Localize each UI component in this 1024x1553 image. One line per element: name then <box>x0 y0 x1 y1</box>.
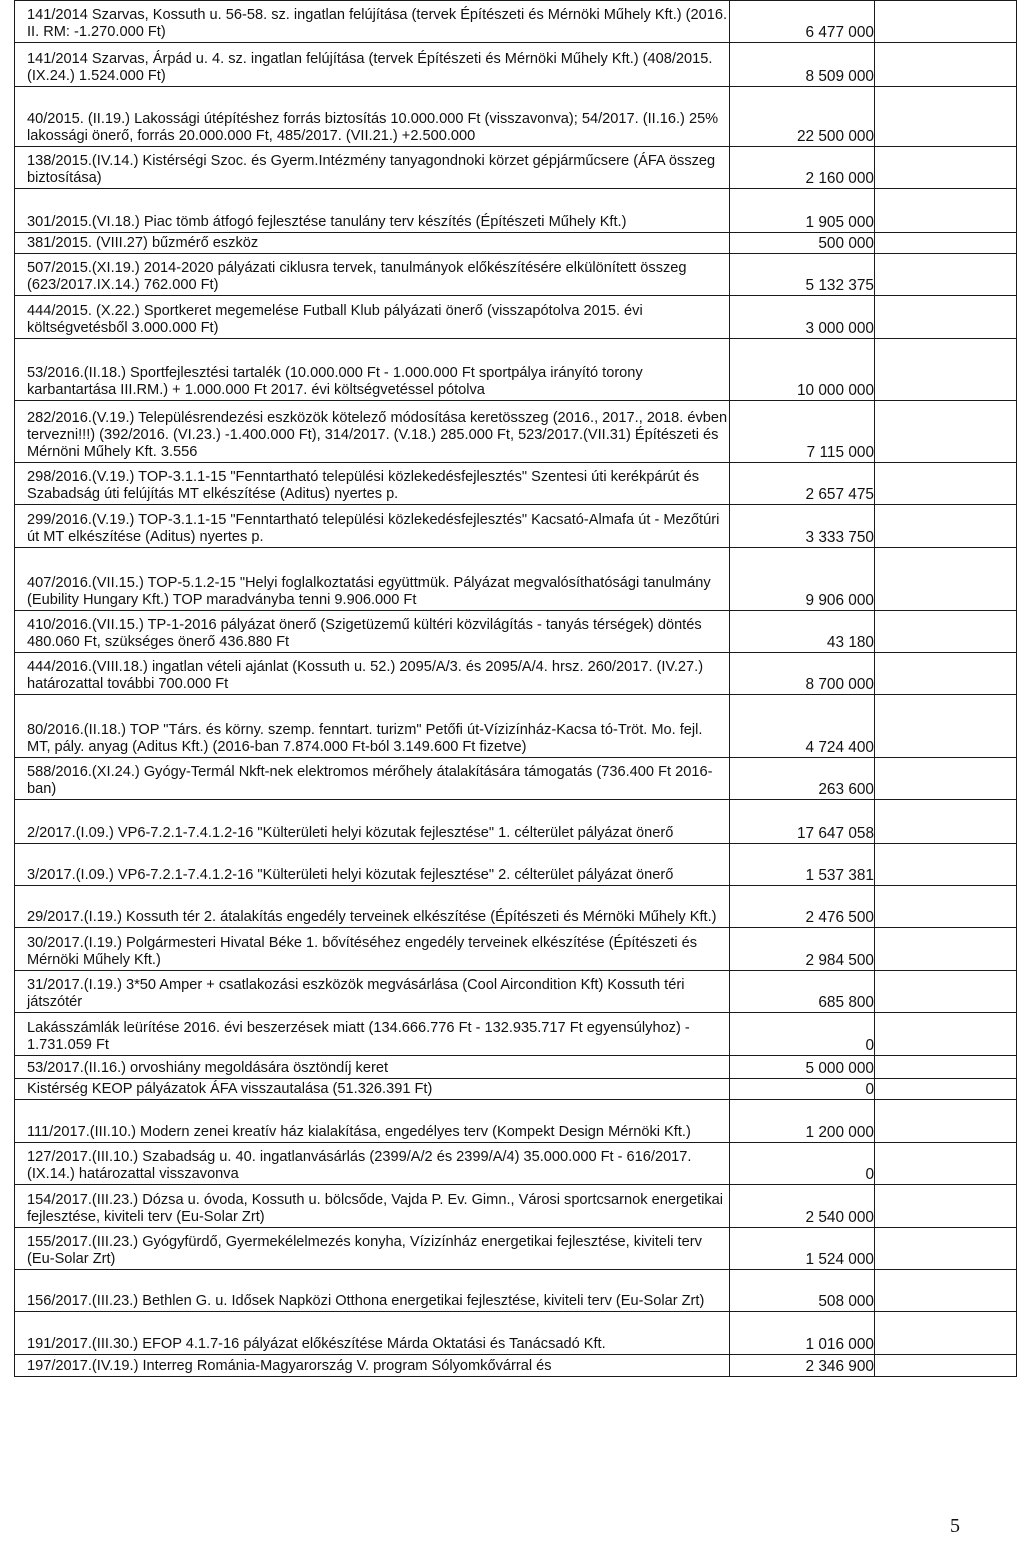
table-row <box>15 928 1017 971</box>
row-empty-cell <box>875 233 1017 254</box>
row-description-cell <box>15 844 730 886</box>
row-amount: 9 906 000 <box>730 548 875 611</box>
row-amount: 17 647 058 <box>730 800 875 844</box>
row-amount: 5 000 000 <box>730 1056 875 1079</box>
table-row <box>15 1143 1017 1185</box>
table-row <box>15 463 1017 505</box>
row-description-cell <box>15 254 730 296</box>
row-empty-cell <box>875 1185 1017 1228</box>
row-description-cell <box>15 758 730 800</box>
row-description: 156/2017.(III.23.) Bethlen G. u. Idősek Napközi Otthona energetikai fejlesztése, kiviteli terv (Eu-Solar Zrt) <box>27 1293 705 1310</box>
row-empty-cell <box>875 1228 1017 1270</box>
row-amount: 0 <box>730 1079 875 1100</box>
table-row <box>15 1270 1017 1312</box>
row-empty-cell <box>875 339 1017 401</box>
row-amount: 2 160 000 <box>730 147 875 189</box>
table-row <box>15 1079 1017 1100</box>
row-description-cell <box>15 147 730 189</box>
table-row <box>15 87 1017 147</box>
row-description-cell <box>15 695 730 758</box>
row-description: 141/2014 Szarvas, Árpád u. 4. sz. ingatlan felújítása (tervek Építészeti és Mérnöki Műhely Kft.) (408/2015. (IX.24.) 1.524.000 Ft) <box>27 50 713 84</box>
row-description-cell <box>15 971 730 1013</box>
row-description: 127/2017.(III.10.) Szabadság u. 40. ingatlanvásárlás (2399/A/2 és 2399/A/4) 35.000.000 Ft - 616/2017.(IX.14.) határozattal visszavonva <box>27 1149 692 1183</box>
row-description-cell <box>15 1312 730 1355</box>
row-description-cell <box>15 1143 730 1185</box>
table-row <box>15 548 1017 611</box>
row-description-cell <box>15 339 730 401</box>
row-amount: 0 <box>730 1143 875 1185</box>
row-empty-cell <box>875 886 1017 928</box>
row-amount: 2 346 900 <box>730 1355 875 1377</box>
row-amount: 22 500 000 <box>730 87 875 147</box>
row-description: 2/2017.(I.09.) VP6-7.2.1-7.4.1.2-16 "Külterületi helyi közutak fejlesztése" 1. célterület pályázat önerő <box>27 825 674 841</box>
row-amount: 3 333 750 <box>730 505 875 548</box>
row-empty-cell <box>875 1355 1017 1377</box>
row-description-cell <box>15 87 730 147</box>
row-amount: 8 509 000 <box>730 43 875 87</box>
table-row <box>15 401 1017 463</box>
table-row <box>15 189 1017 233</box>
row-description-cell <box>15 296 730 339</box>
table-row <box>15 43 1017 87</box>
row-description: Kistérség KEOP pályázatok ÁFA visszautalása (51.326.391 Ft) <box>27 1081 433 1098</box>
row-amount: 1 905 000 <box>730 189 875 233</box>
row-amount: 5 132 375 <box>730 254 875 296</box>
row-description-cell <box>15 1100 730 1143</box>
row-description: 507/2015.(XI.19.) 2014-2020 pályázati ciklusra tervek, tanulmányok előkészítésére elkülönített összeg (623/2017.IX.14.) 762.000 Ft) <box>27 259 687 293</box>
row-description-cell <box>15 1185 730 1228</box>
row-description: 191/2017.(III.30.) EFOP 4.1.7-16 pályázat előkészítése Márda Oktatási és Tanácsadó Kft. <box>27 1336 606 1353</box>
row-description-cell <box>15 611 730 653</box>
row-description: 444/2016.(VIII.18.) ingatlan vételi ajánlat (Kossuth u. 52.) 2095/A/3. és 2095/A/4. hrsz. 260/2017. (IV.27.) határozattal további 700.000 Ft <box>27 658 704 692</box>
row-description-cell <box>15 1079 730 1100</box>
row-description-cell <box>15 800 730 844</box>
row-empty-cell <box>875 296 1017 339</box>
row-empty-cell <box>875 87 1017 147</box>
row-description: 410/2016.(VII.15.) TP-1-2016 pályázat önerő (Szigetüzemű kültéri közvilágítás - tanyás térségek) döntés 480.060 Ft, szükséges önerő 436.880 Ft <box>27 616 702 650</box>
row-amount: 1 537 381 <box>730 844 875 886</box>
row-description: 30/2017.(I.19.) Polgármesteri Hivatal Béke 1. bővítéséhez engedély terveinek elkészítése (Építészeti és Mérnöki Műhely Kft.) <box>27 934 698 968</box>
row-description: Lakásszámlák leürítése 2016. évi beszerzések miatt (134.666.776 Ft - 132.935.717 Ft egyensúlyhoz) - 1.731.059 Ft <box>27 1019 690 1053</box>
row-amount: 4 724 400 <box>730 695 875 758</box>
row-amount: 10 000 000 <box>730 339 875 401</box>
row-amount: 685 800 <box>730 971 875 1013</box>
row-amount: 3 000 000 <box>730 296 875 339</box>
row-description-cell <box>15 1228 730 1270</box>
table-row <box>15 1 1017 43</box>
table-row <box>15 653 1017 695</box>
table-row <box>15 1185 1017 1228</box>
row-description: 155/2017.(III.23.) Gyógyfürdő, Gyermekélelmezés konyha, Vízizínház energetikai fejlesztése, kiviteli terv (Eu-Solar Zrt) <box>27 1234 702 1268</box>
row-description: 80/2016.(II.18.) TOP "Társ. és körny. szemp. fenntart. turizm" Petőfi út-Vízizínház-Kacsa tó-Tröt. Mo. fejl. MT, pály. anyag (Aditus Kft.) (2016-ban 7.874.000 Ft-ból 3.149.600 Ft fizetve) <box>27 721 703 755</box>
table-row <box>15 695 1017 758</box>
table-body <box>15 1 1017 1377</box>
row-empty-cell <box>875 1013 1017 1056</box>
row-empty-cell <box>875 548 1017 611</box>
row-empty-cell <box>875 844 1017 886</box>
row-description: 53/2016.(II.18.) Sportfejlesztési tartalék (10.000.000 Ft - 1.000.000 Ft sportpálya irányító torony karbantartása III.RM.) + 1.000.000 Ft 2017. évi költségvetéssel pótolva <box>27 364 643 398</box>
row-description: 197/2017.(IV.19.) Interreg Románia-Magyarország V. program Sólyomkővárral és <box>27 1358 552 1375</box>
table-row <box>15 886 1017 928</box>
row-amount: 2 657 475 <box>730 463 875 505</box>
row-amount: 508 000 <box>730 1270 875 1312</box>
row-amount: 7 115 000 <box>730 401 875 463</box>
row-description-cell <box>15 886 730 928</box>
row-empty-cell <box>875 505 1017 548</box>
row-empty-cell <box>875 611 1017 653</box>
row-description: 444/2015. (X.22.) Sportkeret megemelése Futball Klub pályázati önerő (visszapótolva 2015. évi költségvetésből 3.000.000 Ft) <box>27 302 643 336</box>
table-row <box>15 296 1017 339</box>
row-description-cell <box>15 401 730 463</box>
row-empty-cell <box>875 1056 1017 1079</box>
row-amount: 1 524 000 <box>730 1228 875 1270</box>
row-empty-cell <box>875 971 1017 1013</box>
row-description-cell <box>15 505 730 548</box>
row-description: 111/2017.(III.10.) Modern zenei kreatív ház kialakítása, engedélyes terv (Kompekt Design Mérnöki Kft.) <box>27 1124 691 1141</box>
row-amount: 1 200 000 <box>730 1100 875 1143</box>
row-description: 53/2017.(II.16.) orvoshiány megoldására ösztöndíj keret <box>27 1060 388 1076</box>
row-description: 299/2016.(V.19.) TOP-3.1.1-15 "Fenntartható települési közlekedésfejlesztés" Kacsató-Almafa út - Mezőtúri út MT elkészítése (Aditus) nyertes p. <box>27 511 720 545</box>
row-empty-cell <box>875 43 1017 87</box>
table-row <box>15 971 1017 1013</box>
table-row <box>15 611 1017 653</box>
row-description: 40/2015. (II.19.) Lakossági útépítéshez forrás biztosítás 10.000.000 Ft (visszavonva); 54/2017. (II.16.) 25% lakossági önerő, forrás 20.000.000 Ft, 485/2017. (VII.21.) +2.500.000 <box>27 110 719 144</box>
row-description-cell <box>15 43 730 87</box>
row-empty-cell <box>875 1270 1017 1312</box>
row-empty-cell <box>875 1100 1017 1143</box>
row-empty-cell <box>875 800 1017 844</box>
row-empty-cell <box>875 147 1017 189</box>
row-amount: 2 540 000 <box>730 1185 875 1228</box>
budget-table <box>14 0 1017 1377</box>
row-description-cell <box>15 548 730 611</box>
row-empty-cell <box>875 928 1017 971</box>
table-row <box>15 339 1017 401</box>
row-description: 282/2016.(V.19.) Településrendezési eszközök kötelező módosítása keretösszeg (2016., 2017., 2018. évben tervezni!!!) (392/2016. (VI.23.) -1.400.000 Ft), 314/2017. (V.18.) 285.000 Ft, 523/2017.(VII.31) Építészeti és Mérnöni Műhely Kft. 3.556 <box>27 409 728 460</box>
row-empty-cell <box>875 1143 1017 1185</box>
row-empty-cell <box>875 653 1017 695</box>
row-description-cell <box>15 1056 730 1079</box>
table-row <box>15 1312 1017 1355</box>
row-amount: 263 600 <box>730 758 875 800</box>
row-amount: 0 <box>730 1013 875 1056</box>
table-row <box>15 1013 1017 1056</box>
row-description: 301/2015.(VI.18.) Piac tömb átfogó fejlesztése tanulány terv készítés (Építészeti Műhely Kft.) <box>27 213 627 230</box>
row-empty-cell <box>875 401 1017 463</box>
row-empty-cell <box>875 189 1017 233</box>
row-empty-cell <box>875 463 1017 505</box>
row-description: 407/2016.(VII.15.) TOP-5.1.2-15 "Helyi foglalkoztatási együttmük. Pályázat megvalósíthatósági tanulmány (Eubility Hungary Kft.) TOP maradványba tenni 9.906.000 Ft <box>27 574 711 608</box>
page-number: 5 <box>950 1515 960 1537</box>
row-description: 141/2014 Szarvas, Kossuth u. 56-58. sz. ingatlan felújítása (tervek Építészeti és Mérnöki Műhely Kft.) (2016. II. RM: -1.270.000 Ft) <box>27 6 728 40</box>
row-description-cell <box>15 1270 730 1312</box>
row-description: 381/2015. (VIII.27) bűzmérő eszköz <box>27 235 259 251</box>
row-empty-cell <box>875 1079 1017 1100</box>
row-amount: 2 984 500 <box>730 928 875 971</box>
table-row <box>15 147 1017 189</box>
table-row <box>15 254 1017 296</box>
row-amount: 43 180 <box>730 611 875 653</box>
row-description-cell <box>15 653 730 695</box>
row-amount: 1 016 000 <box>730 1312 875 1355</box>
table-row <box>15 1056 1017 1079</box>
row-description-cell <box>15 233 730 254</box>
table-row <box>15 758 1017 800</box>
row-description: 298/2016.(V.19.) TOP-3.1.1-15 "Fenntartható települési közlekedésfejlesztés" Szentesi úti kerékpárút és Szabadság úti felújítás MT elkészítése (Aditus) nyertes p. <box>27 468 700 502</box>
table-row <box>15 505 1017 548</box>
row-description: 138/2015.(IV.14.) Kistérségi Szoc. és Gyerm.Intézmény tanyagondnoki körzet gépjárműcsere (ÁFA összeg biztosítása) <box>27 152 716 186</box>
row-description: 3/2017.(I.09.) VP6-7.2.1-7.4.1.2-16 "Külterületi helyi közutak fejlesztése" 2. célterület pályázat önerő <box>27 867 674 883</box>
table-row <box>15 800 1017 844</box>
table-row <box>15 1100 1017 1143</box>
table-row <box>15 1228 1017 1270</box>
table-row <box>15 1355 1017 1377</box>
row-amount: 6 477 000 <box>730 1 875 43</box>
row-empty-cell <box>875 758 1017 800</box>
row-empty-cell <box>875 1 1017 43</box>
row-description-cell <box>15 1013 730 1056</box>
row-empty-cell <box>875 254 1017 296</box>
row-description-cell <box>15 463 730 505</box>
row-description-cell <box>15 928 730 971</box>
row-description: 29/2017.(I.19.) Kossuth tér 2. átalakítás engedély terveinek elkészítése (Építészeti és Mérnöki Műhely Kft.) <box>27 909 717 925</box>
row-amount: 8 700 000 <box>730 653 875 695</box>
row-empty-cell <box>875 1312 1017 1355</box>
table-row <box>15 844 1017 886</box>
table-row <box>15 233 1017 254</box>
row-description: 154/2017.(III.23.) Dózsa u. óvoda, Kossuth u. bölcsőde, Vajda P. Ev. Gimn., Városi sportcsarnok energetikai fejlesztése, kiviteli terv (Eu-Solar Zrt) <box>27 1192 724 1226</box>
row-empty-cell <box>875 695 1017 758</box>
row-amount: 2 476 500 <box>730 886 875 928</box>
row-description-cell <box>15 1355 730 1377</box>
row-description: 588/2016.(XI.24.) Gyógy-Termál Nkft-nek elektromos mérőhely átalakítására támogatás (736.400 Ft 2016-ban) <box>27 763 713 797</box>
row-description-cell <box>15 1 730 43</box>
row-amount: 500 000 <box>730 233 875 254</box>
row-description-cell <box>15 189 730 233</box>
row-description: 31/2017.(I.19.) 3*50 Amper + csatlakozási eszközök megvásárlása (Cool Aircondition Kft) Kossuth téri játszótér <box>27 976 685 1010</box>
